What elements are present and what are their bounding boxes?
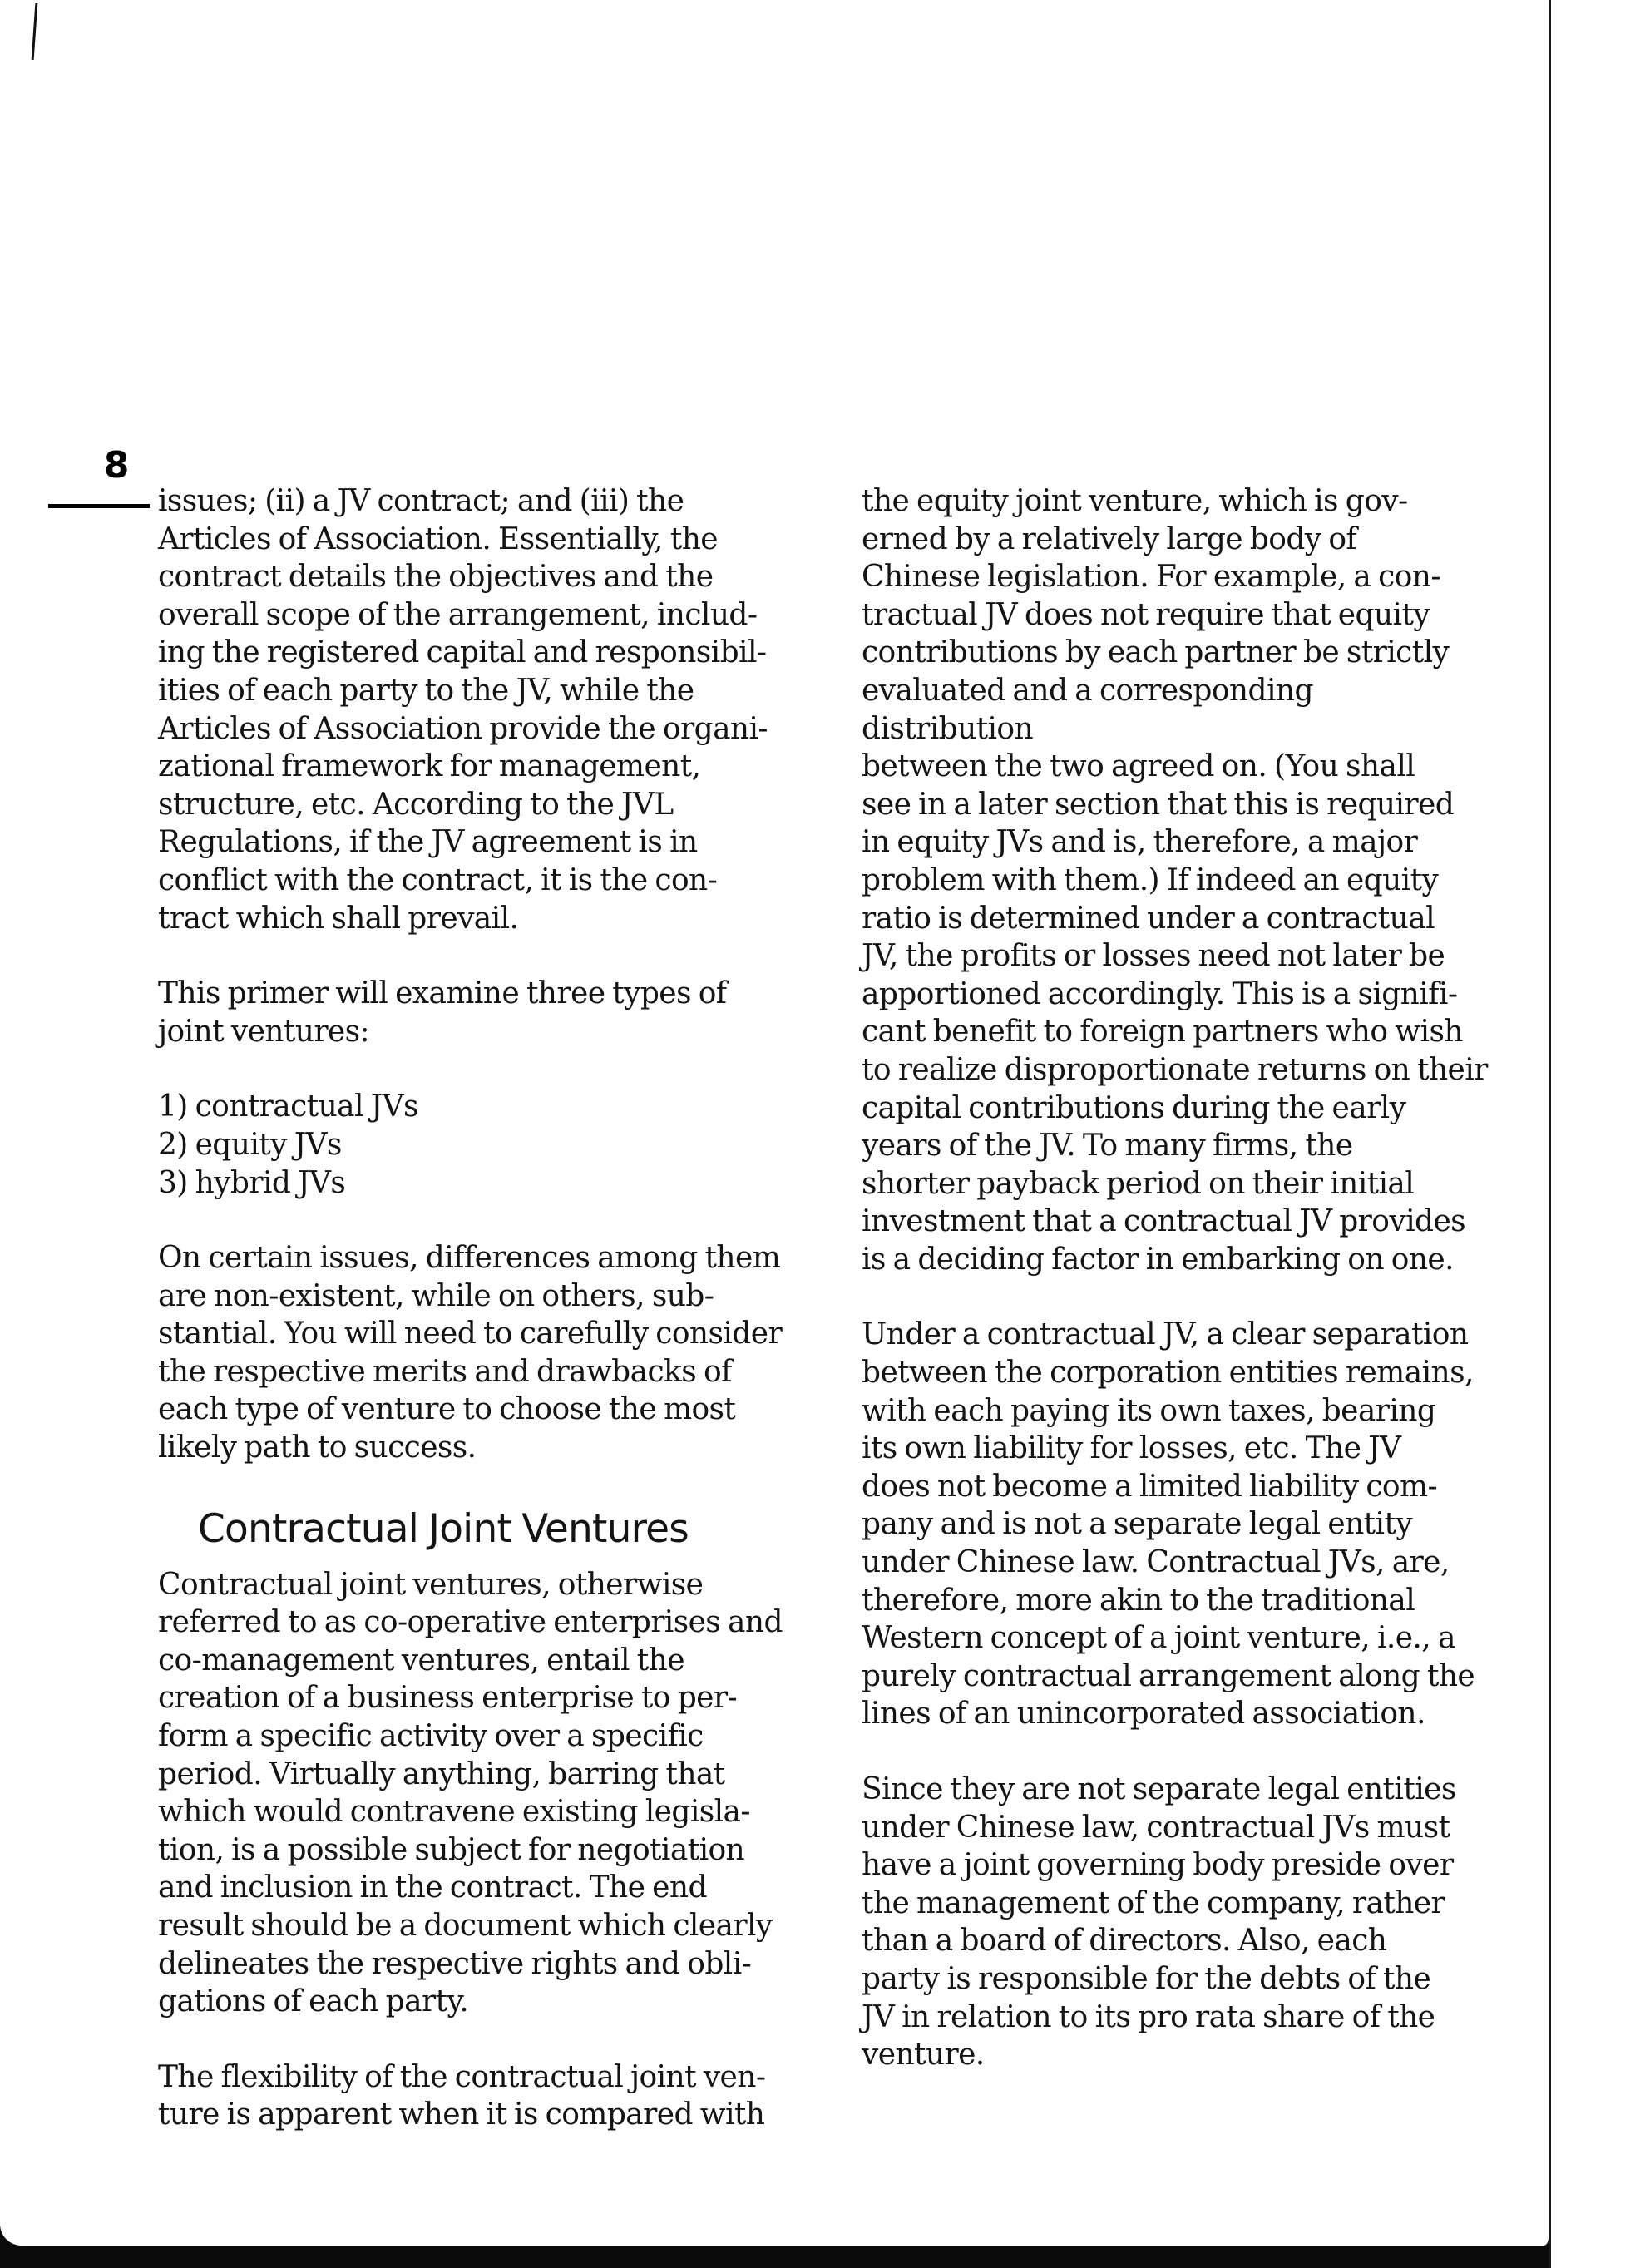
left-column xyxy=(158,482,790,2172)
paragraph-intro: issues; (ii) a JV contract; and (iii) the Articles of Association. Essentially, the contract details the objectives and the overall scope of the arrangement, includ- ing the registered capital and responsibil- ities of each party to the JV, while the Articles of Association provide the organi- zational framework for management, structure, etc. According to the JVL Regulations, if the JV agreement is in conflict with the contract, it is the con- tract which shall prevail. xyxy=(158,484,768,936)
paragraph-primer: This primer will examine three types of joint ventures: xyxy=(158,976,727,1049)
facing-page-edge xyxy=(1549,0,1645,2268)
paragraph-governing-body: Since they are not separate legal entities under Chinese law, contractual JVs must have a joint governing body preside over the management of the company, rather than a board of directors. Also, each party is responsible for the debts of the JV in relation to its pro rata share of the venture. xyxy=(862,1772,1456,2073)
paragraph-differences: On certain issues, differences among them are non-existent, while on others, sub- stantial. You will need to carefully consider the respective merits and drawbacks of each type of venture to choose the most likely path to success. xyxy=(158,1241,783,1465)
middle-column xyxy=(862,482,1490,2112)
section-heading: Contractual Joint Ventures xyxy=(198,1505,689,1552)
paragraph-separation: Under a contractual JV, a clear separation between the corporation entities remains, with each paying its own taxes, bearing its own liability for losses, etc. The JV does not become a limited liability com- pany and is not a separate legal entity under Chinese law. Contractual JVs, are, therefore, more akin to the traditional Western concept of a joint venture, i.e., a purely contractual arrangement along the lines of an unincorporated association. xyxy=(862,1317,1475,1732)
paragraph-equity-comparison: the equity joint venture, which is gov- erned by a relatively large body of Chinese legislation. For example, a con- tractual JV does not require that equity contributions by each partner be strictly evaluated and a corresponding distribution between the two agreed on. (You shall see in a later section that this is required in equity JVs and is, therefore, a major problem with them.) If indeed an equity ratio is determined under a contractual JV, the profits or losses need not later be apportioned accordingly. This is a signifi- cant benefit to foreign partners who wish to realize disproportionate returns on their capital contributions during the early years of the JV. To many firms, the shorter payback period on their initial investment that a contractual JV provides is a deciding factor in embarking on one. xyxy=(862,484,1488,1277)
list-item: 3) hybrid JVs xyxy=(158,1165,346,1200)
list-item: 2) equity JVs xyxy=(158,1127,342,1162)
paragraph-flexibility: The flexibility of the contractual joint ven- ture is apparent when it is compared with xyxy=(158,2059,766,2132)
page-number: 8 xyxy=(103,444,130,487)
binding-mark xyxy=(32,3,38,60)
paragraph-contractual-definition: Contractual joint ventures, otherwise referred to as co-operative enterprises and co-management ventures, entail the creation of a business enterprise to per- form a specific activity over a specific period. Virtually anything, barring that which would contravene existing legisla- tion, is a possible subject for negotiation and inclusion in the contract. The end result should be a document which clearly delineates the respective rights and obli- gations of each party. xyxy=(158,1567,783,2019)
list-item: 1) contractual JVs xyxy=(158,1090,418,1124)
page-number-rule xyxy=(48,504,150,508)
jv-types-list xyxy=(158,1088,790,1202)
